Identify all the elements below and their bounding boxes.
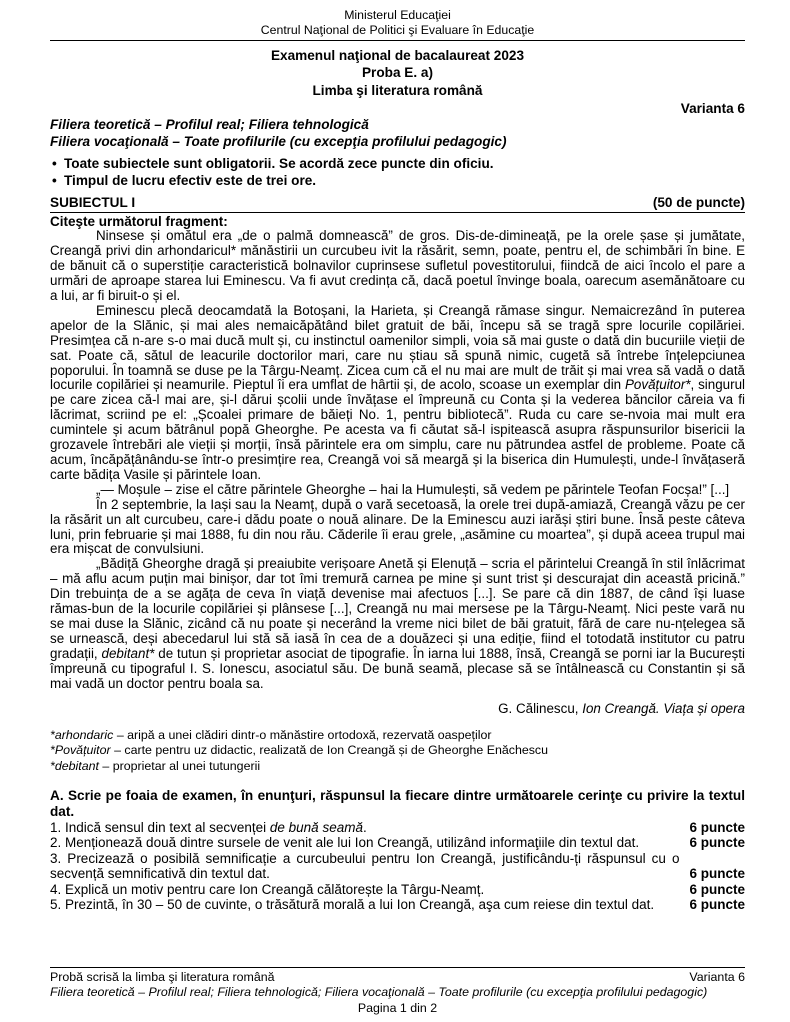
question-3	[50, 851, 745, 882]
question-text: 2. Menționează două dintre sursele de venit ale lui Ion Creangă, utilizând informaţiile din textul dat.	[50, 835, 640, 851]
attribution-author: G. Călinescu,	[498, 700, 583, 716]
question-points: 6 puncte	[689, 896, 745, 912]
fragment-paragraph-2-text: Eminescu plecă deocamdată la Botoșani, la Harieta, și Creangă rămase singur. Nemaicrezând în puterea apelor de la Slănic, și mai ales nemaicăpătând bilet gratuit de băi, începu să se tragă spre locurile copilăriei. Presimțea că n-are s-o mai ducă mult și, cu instinctul oamenilor simpli, voia să mai guste o dată din bucuriile vieții de sat. Poate că, sătul de leacurile doctorilor mari, care nu știau să spună nimic, cugetă să întrebe înțelepciunea poporului. În toamnă se duse pe la Târgu-Neamț. Zicea cum că el nu mai are mult de trăit și mai vrea să vadă o dată locurile copilăriei și neamurile. Pieptul îi era umflat de hârtii și, de acolo, scoase un exemplar din	[50, 302, 745, 393]
attribution-work-title: Ion Creangă. Viața și opera	[582, 700, 745, 716]
fragment-paragraph-1: Ninsese și omătul era „de o palmă domnească” de gros. Dis-de-dimineață, pe la orele șase și jumătate, Creangă privi din arhondaricul* mănăstirii un curcubeu ivit la răsărit, semn, poate, pentru el, de schimbări în bine. E de bănuit că o superstiție caracteristică bolnavilor cuprinsese sufletul povestitorului, fiindcă de aici încolo el pare a urmări de aproape starea lui Eminescu. Va fi avut credința că, dacă poetul învinge boala, oarecum asemănătoare cu a lui, ar fi biruit-o și el.	[50, 228, 745, 304]
fragment-paragraph-2	[50, 304, 745, 483]
footer-row	[50, 970, 745, 986]
question-text: 4. Explică un motiv pentru care Ion Creangă călătorește la Târgu-Neamț.	[50, 881, 485, 897]
fragment-paragraph-2-italic-term: Povățuitor*	[625, 377, 691, 393]
footnote-definition: – aripă a unei clădiri dintr-o mănăstire ortodoxă, rezervată oaspeților	[113, 727, 492, 742]
question-points: 6 puncte	[689, 819, 745, 835]
subject-1-heading: SUBIECTUL I	[50, 195, 136, 211]
subject-1-points: (50 de puncte)	[652, 195, 745, 211]
footnote	[50, 743, 745, 759]
footer-proba: Probă scrisă la limba şi literatura română	[50, 969, 275, 984]
question-5	[50, 897, 745, 912]
read-fragment-label: Citeşte următorul fragment:	[50, 214, 228, 230]
question-text: 3. Precizează o posibilă semnificație a curcubeului pentru Ion Creangă, justificându-ți răspunsul cu o secvență semnificativă din textul dat.	[50, 850, 680, 882]
instruction-item: • Timpul de lucru efectiv este de trei ore.	[50, 172, 745, 189]
subject-1-heading-row	[50, 195, 745, 213]
question-4	[50, 882, 745, 897]
fragment-paragraph-5	[50, 557, 745, 691]
title-block	[50, 47, 745, 99]
footnote-definition: – proprietar al unei tutungerii	[98, 758, 261, 773]
fragment-paragraph-5-text: de tutun și proprietar asociat de tipografie. În iarna lui 1888, însă, Creangă se porni iar la București împreună cu tipograful I. S. Ionescu, asociatul său. De bună seamă, plecase să se întâlnească cu Constantin și să mai vadă un doctor pentru boala sa.	[50, 645, 746, 691]
question-2	[50, 835, 745, 850]
proba-title: Proba E. a)	[361, 65, 433, 81]
fragment-paragraph-4: În 2 septembrie, la Iași sau la Neamț, după o vară secetoasă, la orele trei după-amiază, Creangă văzu pe cer la răsărit un alt curcubeu, care-i dădu poate o nouă alinare. De la Eminescu auzi iarăși știri bune. Însă peste câteva luni, prin februarie și mai 1888, fu din nou rău. Căderile îi erau grele, „asămine cu moartea”, și după aceea trupul mai era mișcat de convulsiuni.	[50, 496, 745, 557]
ministry-name: Ministerul Educaţiei	[344, 8, 451, 22]
question-points: 6 puncte	[689, 866, 745, 882]
center-name: Centrul Naţional de Politici şi Evaluare în Educaţie	[260, 22, 535, 37]
question-text: 1. Indică sensul din text al secvenței de bună seamă.	[50, 819, 367, 835]
instructions-list	[50, 155, 745, 189]
instruction-item: • Toate subiectele sunt obligatorii. Se acordă zece puncte din oficiu.	[50, 155, 745, 172]
source-attribution	[50, 701, 745, 716]
subject-title: Limba şi literatura română	[312, 82, 483, 98]
question-points: 6 puncte	[689, 835, 745, 851]
fragment-paragraph-3: „— Moșule – zise el către părintele Gheorghe – hai la Humulești, să vedem pe părintele Teofan Focșa!” [...]	[96, 481, 730, 497]
footnote-definition: – carte pentru uz didactic, realizată de Ion Creangă și de Gheorghe Enăchescu	[110, 743, 549, 758]
document-header	[50, 8, 745, 37]
variant-label: Varianta 6	[680, 101, 745, 117]
footnotes	[50, 728, 745, 775]
fragment-paragraph-5-italic-term: debitant*	[101, 645, 155, 661]
footnote	[50, 759, 745, 775]
filiera-line-2: Filiera vocaţională – Toate profilurile (cu excepţia profilului pedagogic)	[50, 133, 507, 149]
filiera-line-1: Filiera teoretică – Profilul real; Filiera tehnologică	[50, 117, 369, 133]
footnote-term: *arhondaric	[50, 727, 114, 742]
question-points: 6 puncte	[689, 881, 745, 897]
footer-page-number: Pagina 1 din 2	[357, 1000, 438, 1015]
section-a-intro: A. Scrie pe foaia de examen, în enunţuri, răspunsul la fiecare dintre următoarele cerinţe cu privire la textul dat.	[50, 788, 745, 820]
fragment-paragraph-5-text: „Bădiță Gheorghe dragă și preaiubite verișoare Anetă și Elenuță – scria el părintelui Creangă în stil înlăcrimat – mă aflu acum puțin mai binișor, dar tot îmi tremură carnea pe mine și sunt trist și descurajat din această pricină.” Din trebuința de a se agăța de ceva în viață devenise mai afectuos [...]. Se pare că din 1887, de când își luase rămas-bun de la locurile copilăriei și plânsese [...], Creangă nu mai mersese pe la Târgu-Neamț. Nici peste vară nu se mai duse la Slănic, zicând că nu poate și necerând la vreme nici bilet de băi gratuit, fără de care nu-nțelegea să se urnească, deși abecedarul lui stă să iasă în cea de a douăzeci și una ediție, fiind el totodată institutor cu patru gradații,	[50, 556, 745, 661]
page-footer	[50, 967, 745, 1017]
footer-filiera: Filiera teoretică – Profilul real; Filiera tehnologică; Filiera vocaţională – Toate profilurile (cu excepţia profilului pedagogic)	[50, 985, 708, 999]
fragment-paragraph-2-text: , singurul pe care zicea că-l mai are, și-l dărui școlii unde învățase el împreună cu Conta și la vederea băncilor căreia va fi lăcrimat, scriind pe el: „Școalei primare de băieți No. 1, pentru bibliotecă”. Ruda cu care se-nvoia mai mult era cumintele și acum bătrânul popă Gheorghe. Pe acesta va fi căutat să-l ispitească asupra răspunsurilor bisericii la grozavele întrebări ale vieții și morții, însă părintele era om simplu, care nu pătrundea astfel de probleme. Poate că acum, încăpățânându-se într-o presimțire rea, Creangă voi să meargă și la biserica din Humulești, unde-l învățaseră carte bădița Vasile și părintele Ioan.	[50, 377, 746, 482]
questions-list	[50, 820, 745, 912]
footnote	[50, 728, 745, 744]
question-1	[50, 820, 745, 835]
filiera-block	[50, 117, 745, 150]
footer-variant: Varianta 6	[689, 969, 745, 984]
exam-title: Examenul naţional de bacalaureat 2023	[270, 48, 525, 63]
footnote-term: *Povățuitor	[50, 743, 111, 758]
header-divider	[50, 40, 745, 41]
question-text: 5. Prezintă, în 30 – 50 de cuvinte, o trăsătură morală a lui Ion Creangă, aşa cum reiese din textul dat.	[50, 896, 655, 912]
footnote-term: *debitant	[50, 758, 99, 773]
